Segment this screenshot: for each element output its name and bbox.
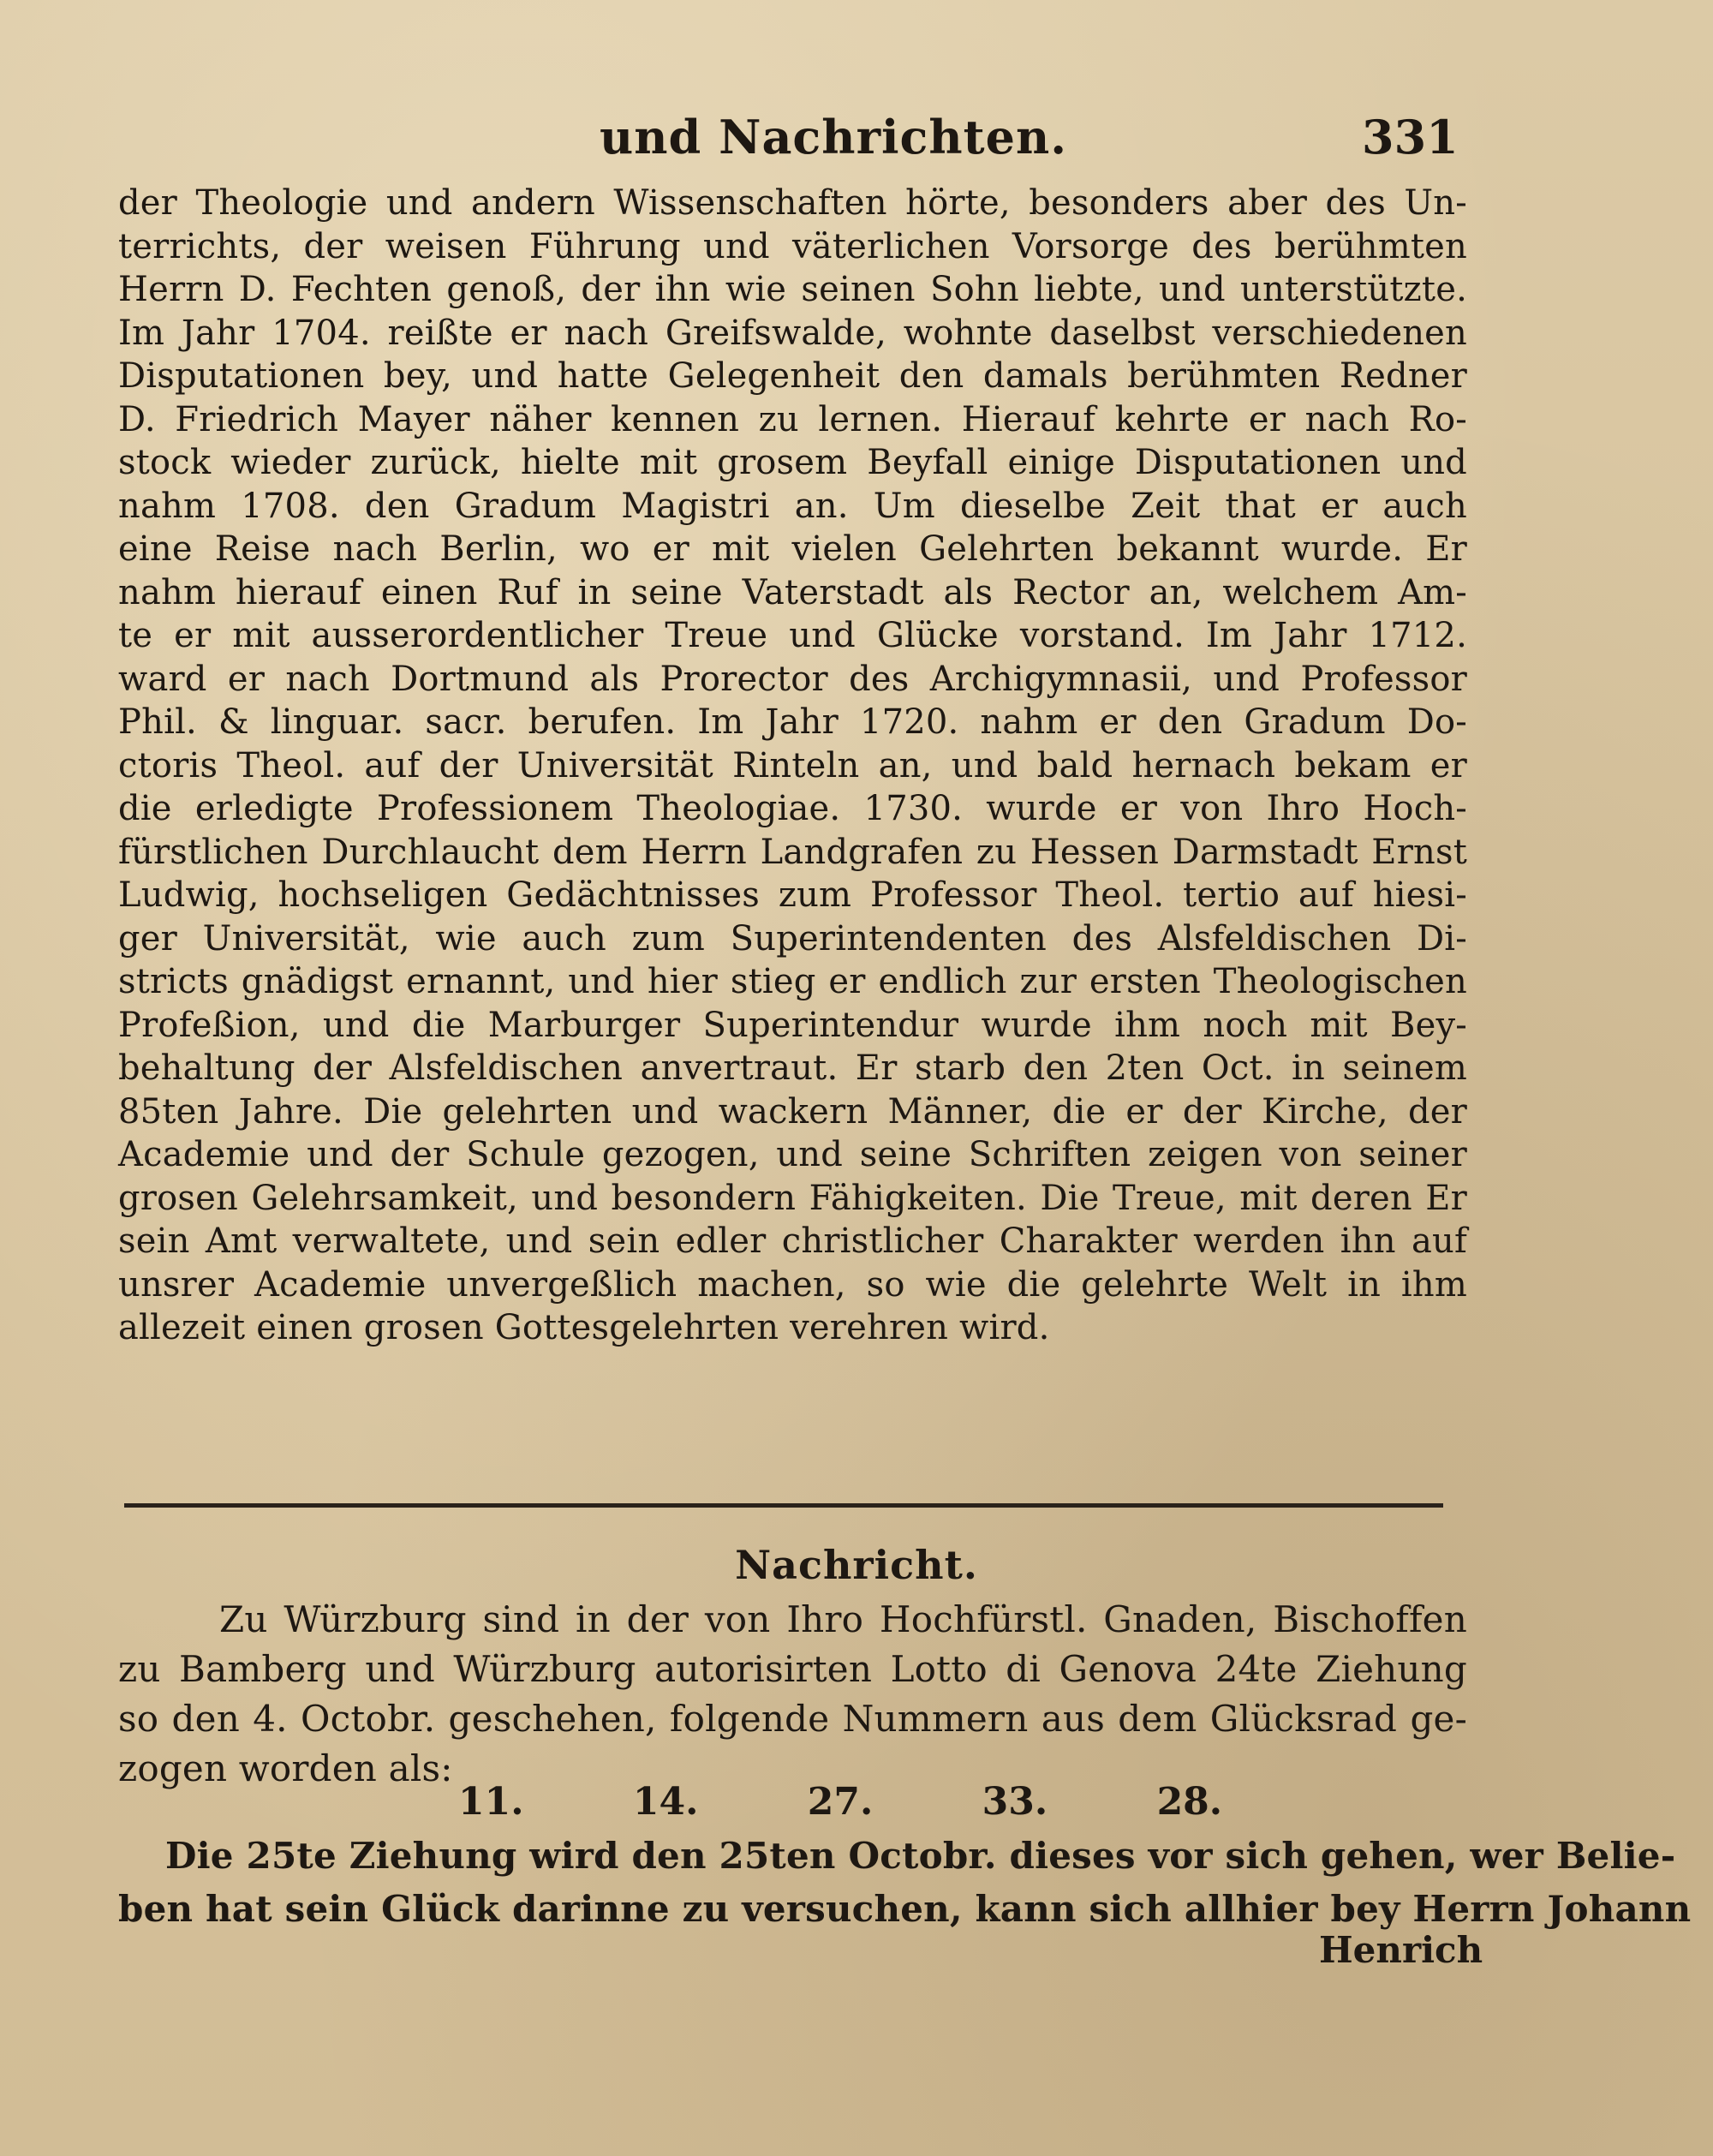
text-line: zogen worden als: [118,1747,453,1789]
text-line: terrichts, der weisen Führung und väterlichen Vorsorge des berühmten [118,226,1467,266]
text-line: ger Universität, wie auch zum Superintendenten des Alsfeldischen Di- [118,918,1467,959]
text-line: Ludwig, hochseligen Gedächtnisses zum Professor Theol. tertio auf hiesi- [118,875,1467,915]
catchword: Henrich [1319,1929,1483,1971]
text-line: unsrer Academie unvergeßlich machen, so wie die gelehrte Welt in ihm [118,1264,1467,1305]
text-line: Herrn D. Fechten genoß, der ihn wie seinen Sohn liebte, und unterstützte. [118,270,1467,309]
text-line: Profeßion, und die Marburger Superintendur wurde ihm noch mit Bey- [118,1005,1467,1045]
text-line: Academie und der Schule gezogen, und seine Schriften zeigen von seiner [118,1135,1467,1174]
text-line: der Theologie und andern Wissenschaften hörte, besonders aber des Un- [118,183,1467,223]
running-title: und Nachrichten. [600,110,1068,164]
text-line: 85ten Jahre. Die gelehrten und wackern Männer, die er der Kirche, der [118,1091,1467,1132]
notice-heading: Nachricht. [735,1542,978,1588]
text-line: eine Reise nach Berlin, wo er mit vielen Gelehrten bekannt wurde. Er [118,529,1467,569]
lottery-number: 33. [982,1780,1048,1824]
text-line: D. Friedrich Mayer näher kennen zu lernen. Hierauf kehrte er nach Ro- [118,399,1467,439]
text-line: nahm 1708. den Gradum Magistri an. Um dieselbe Zeit that er auch [118,486,1467,526]
text-line: nahm hierauf einen Ruf in seine Vaterstadt als Rector an, welchem Am- [118,572,1467,612]
text-line: allezeit einen grosen Gottesgelehrten verehren wird. [118,1308,1050,1347]
text-line: Phil. & linguar. sacr. berufen. Im Jahr 1720. nahm er den Gradum Do- [118,702,1467,742]
lottery-number: 14. [632,1780,699,1824]
lottery-numbers [458,1777,1318,1828]
text-line: stricts gnädigst ernannt, und hier stieg er endlich zur ersten Theologischen [118,962,1467,1001]
text-line: te er mit ausserordentlicher Treue und Glücke vorstand. Im Jahr 1712. [118,616,1467,655]
lottery-number: 11. [458,1780,524,1824]
text-line: ben hat sein Glück darinne zu versuchen, kann sich allhier bey Herrn Johann [118,1888,1692,1930]
notice-paragraph [118,1595,1467,1794]
lottery-number: 27. [807,1780,874,1824]
text-line: Zu Würzburg sind in der von Ihro Hochfürstl. Gnaden, Bischoffen [219,1598,1467,1640]
page-number: 331 [1362,110,1459,164]
text-line: ward er nach Dortmund als Prorector des Archigymnasii, und Professor [118,659,1467,699]
text-line: sein Amt verwaltete, und sein edler christlicher Charakter werden ihn auf [118,1221,1467,1261]
text-line: zu Bamberg und Würzburg autorisirten Lotto di Genova 24te Ziehung [118,1648,1467,1690]
lottery-number: 28. [1156,1780,1223,1824]
text-line: so den 4. Octobr. geschehen, folgende Nummern aus dem Glücksrad ge- [118,1698,1467,1740]
text-line: Die 25te Ziehung wird den 25ten Octobr. dieses vor sich gehen, wer Belie- [165,1835,1676,1877]
text-line: stock wieder zurück, hielte mit grosem Beyfall einige Disputationen und [118,443,1467,482]
section-divider [124,1503,1443,1508]
text-line: behaltung der Alsfeldischen anvertraut. Er starb den 2ten Oct. in seinem [118,1048,1467,1088]
notice-paragraph-2 [118,1830,1692,1936]
text-line: Im Jahr 1704. reißte er nach Greifswalde, wohnte daselbst verschiedenen [118,313,1467,353]
text-line: grosen Gelehrsamkeit, und besondern Fähigkeiten. Die Treue, mit deren Er [118,1178,1467,1218]
body-text [118,182,1467,1350]
text-line: die erledigte Professionem Theologiae. 1730. wurde er von Ihro Hoch- [118,789,1467,828]
text-line: Disputationen bey, und hatte Gelegenheit den damals berühmten Redner [118,356,1467,396]
text-line: fürstlichen Durchlaucht dem Herrn Landgrafen zu Hessen Darmstadt Ernst [118,832,1467,872]
text-line: ctoris Theol. auf der Universität Rinteln an, und bald hernach bekam er [118,745,1467,785]
